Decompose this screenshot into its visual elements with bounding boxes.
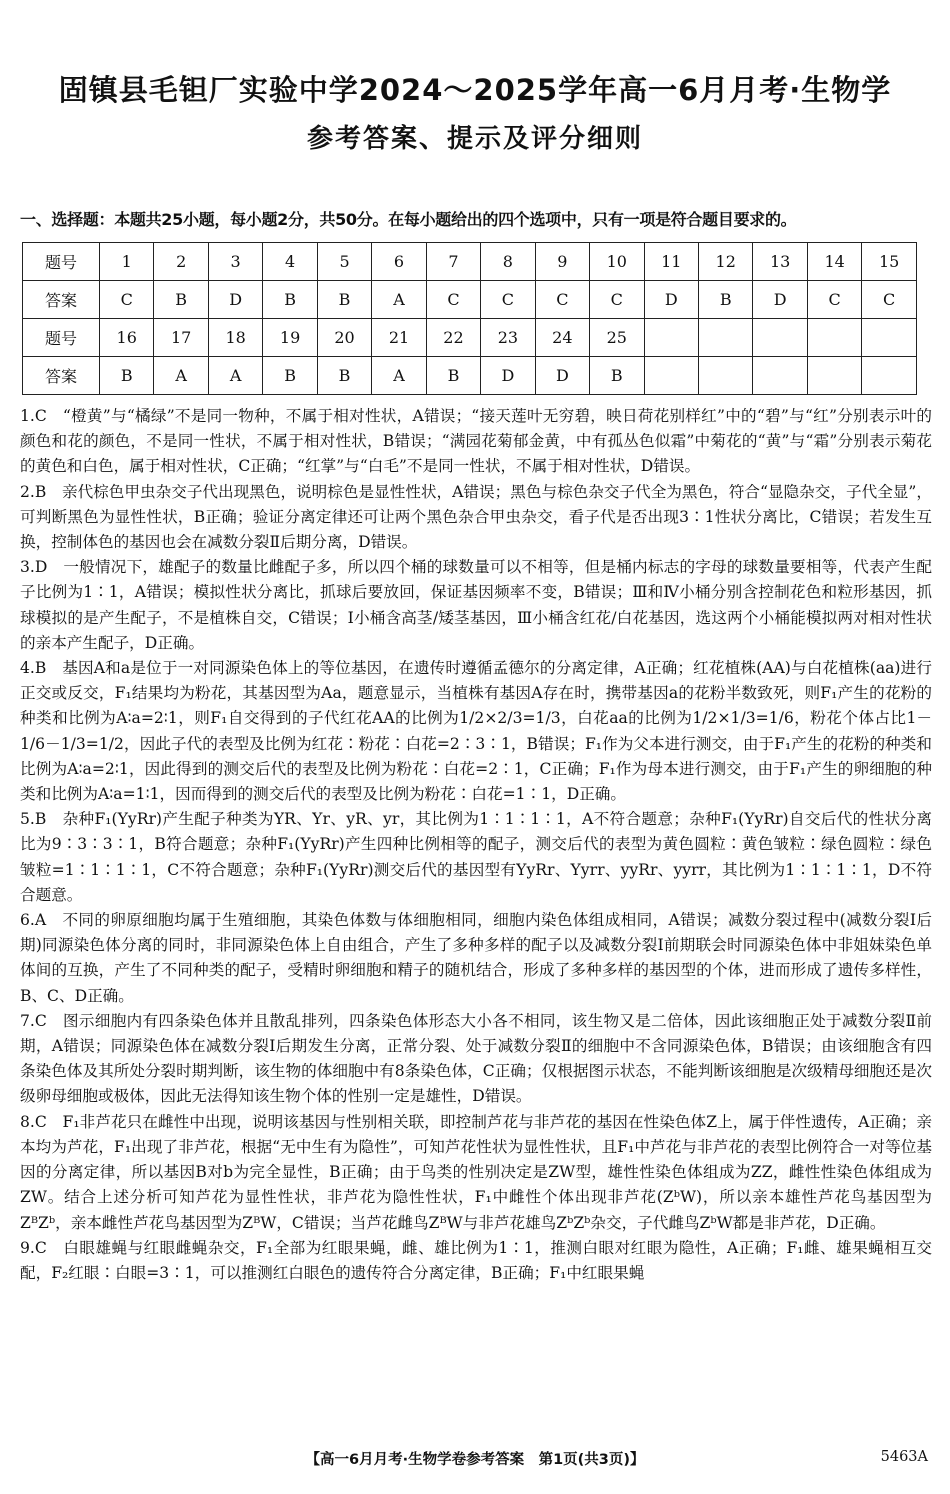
empty-cell — [753, 319, 807, 357]
answer-cell: B — [100, 357, 154, 395]
question-number: 9 — [535, 243, 589, 281]
page-title: 固镇县毛钽厂实验中学2024～2025学年高一6月月考·生物学 — [58, 73, 892, 107]
question-number: 3 — [208, 243, 262, 281]
empty-cell — [862, 357, 917, 395]
explanation-item: 6.A 不同的卵原细胞均属于生殖细胞，其染色体数与体细胞相同，细胞内染色体组成相同，A错误；减数分裂过程中(减数分裂Ⅰ后期)同源染色体分离的同时，非同源染色体上自由组合，产生了多种多样的配子以及减数分裂Ⅰ前期联会时同源染色体中非姐妹染色单体间的互换，产生了不同种类的配子，受精时卵细胞和精子的随机结合，形成了多种多样的基因型的个体，进而形成了遗传多样性，B、C、D正确。 — [20, 911, 932, 1005]
question-number: 11 — [644, 243, 698, 281]
question-number: 15 — [862, 243, 917, 281]
row-label: 答案 — [23, 281, 100, 319]
page-footer: 【高一6月月考·生物学卷参考答案 第1页(共3页)】 — [305, 1452, 645, 1468]
answer-cell: C — [100, 281, 154, 319]
question-number: 23 — [481, 319, 535, 357]
question-number: 6 — [372, 243, 426, 281]
answer-cell: B — [154, 281, 208, 319]
empty-cell — [698, 319, 752, 357]
answer-cell: D — [481, 357, 535, 395]
answer-cell: D — [644, 281, 698, 319]
row-label: 题号 — [23, 319, 100, 357]
question-number: 7 — [426, 243, 480, 281]
answer-cell: C — [590, 281, 644, 319]
question-number: 14 — [807, 243, 861, 281]
answer-cell: C — [862, 281, 917, 319]
empty-cell — [807, 319, 861, 357]
question-number: 25 — [590, 319, 644, 357]
page-subtitle: 参考答案、提示及评分细则 — [306, 124, 643, 154]
answer-cell: B — [263, 281, 317, 319]
answer-cell: C — [426, 281, 480, 319]
answer-cell: B — [590, 357, 644, 395]
document-code: 5463A — [880, 1449, 928, 1465]
question-number: 8 — [481, 243, 535, 281]
empty-cell — [644, 319, 698, 357]
answer-cell: B — [426, 357, 480, 395]
empty-cell — [644, 357, 698, 395]
answer-cell: A — [208, 357, 262, 395]
explanations — [20, 404, 932, 1286]
explanation-item: 8.C F₁非芦花只在雌性中出现，说明该基因与性别相关联，即控制芦花与非芦花的基因在性染色体Z上，属于伴性遗传，A正确；亲本均为芦花，F₁出现了非芦花，根据“无中生有为隐性”，可知芦花性状为显性性状，且F₁中芦花与非芦花的表型比例符合一对等位基因的分离定律，所以基因B对b为完全显性，B正确；由于鸟类的性别决定是ZW型，雄性性染色体组成为ZZ，雌性性染色体组成为ZW。结合上述分析可知芦花为显性性状，非芦花为隐性性状，F₁中雌性个体出现非芦花(ZᵇW)，所以亲本雄性芦花鸟基因型为ZᴮZᵇ，亲本雌性芦花鸟基因型为ZᴮW，C错误；当芦花雌鸟ZᴮW与非芦花雄鸟ZᵇZᵇ杂交，子代雌鸟ZᵇW都是非芦花，D正确。 — [20, 1112, 932, 1232]
explanation-item: 9.C 白眼雄蝇与红眼雌蝇杂交，F₁全部为红眼果蝇，雌、雄比例为1∶1，推测白眼对红眼为隐性，A正确；F₁雌、雄果蝇相互交配，F₂红眼∶白眼=3∶1，可以推测红白眼色的遗传符合分离定律，B正确；F₁中红眼果蝇 — [20, 1238, 932, 1282]
question-number: 16 — [100, 319, 154, 357]
explanation-item: 1.C “橙黄”与“橘绿”不是同一物种，不属于相对性状，A错误；“接天莲叶无穷碧，映日荷花别样红”中的“碧”与“红”分别表示叶的颜色和花的颜色，不是同一性状，不属于相对性状，B错误；“满园花菊郁金黄，中有孤丛色似霜”中菊花的“黄”与“霜”分别表示菊花的黄色和白色，属于相对性状，C正确；“红掌”与“白毛”不是同一性状，不属于相对性状，D错误。 — [20, 407, 932, 476]
question-number: 19 — [263, 319, 317, 357]
answer-cell: D — [208, 281, 262, 319]
question-number: 24 — [535, 319, 589, 357]
answer-cell: C — [535, 281, 589, 319]
question-number: 17 — [154, 319, 208, 357]
answer-cell: B — [317, 281, 371, 319]
empty-cell — [862, 319, 917, 357]
answer-cell: D — [753, 281, 807, 319]
question-number: 20 — [317, 319, 371, 357]
answer-cell: B — [263, 357, 317, 395]
question-number: 21 — [372, 319, 426, 357]
empty-cell — [698, 357, 752, 395]
explanation-item: 7.C 图示细胞内有四条染色体并且散乱排列，四条染色体形态大小各不相同，该生物又是二倍体，因此该细胞正处于减数分裂Ⅱ前期，A错误；同源染色体在减数分裂Ⅰ后期发生分离，正常分裂、处于减数分裂Ⅱ的细胞中不含同源染色体，B错误；由该细胞含有四条染色体及其所处分裂时期判断，该生物的体细胞中有8条染色体，C正确；仅根据图示状态，不能判断该细胞是次级精母细胞还是次级卵母细胞或极体，因此无法得知该生物个体的性别一定是雄性，D错误。 — [20, 1011, 932, 1106]
question-number: 1 — [100, 243, 154, 281]
answer-cell: B — [317, 357, 371, 395]
explanation-item: 4.B 基因A和a是位于一对同源染色体上的等位基因，在遗传时遵循孟德尔的分离定律，A正确；红花植株(AA)与白花植株(aa)进行正交或反交，F₁结果均为粉花，其基因型为Aa，题意显示，当植株有基因A存在时，携带基因a的花粉半数致死，则F₁产生的花粉的种类和比例为A∶a=2∶1，则F₁自交得到的子代红花AA的比例为1/2×2/3=1/3，白花aa的比例为1/2×1/3=1/6，粉花个体占比1－1/6－1/3=1/2，因此子代的表型及比例为红花∶粉花∶白花=2∶3∶1，B错误；F₁作为父本进行测交，由于F₁产生的花粉的种类和比例为A∶a=2∶1，因此得到的测交后代的表型及比例为粉花∶白花=2∶1，C正确；F₁作为母本进行测交，由于F₁产生的卵细胞的种类和比例为A∶a=1∶1，因而得到的测交后代的表型及比例为粉花∶白花=1∶1，D正确。 — [20, 659, 932, 804]
answer-table — [22, 242, 917, 395]
question-number: 22 — [426, 319, 480, 357]
table-row-numbers-1 — [23, 243, 917, 281]
row-label: 题号 — [23, 243, 100, 281]
explanation-item: 2.B 亲代棕色甲虫杂交子代出现黑色，说明棕色是显性性状，A错误；黑色与棕色杂交子代全为黑色，符合“显隐杂交，子代全显”，可判断黑色为显性性状，B正确；验证分离定律还可让两个黑色杂合甲虫杂交，看子代是否出现3∶1性状分离比，C错误；若发生互换，控制体色的基因也会在减数分裂Ⅱ后期分离，D错误。 — [20, 482, 932, 552]
row-label: 答案 — [23, 357, 100, 395]
table-row-answers-2 — [23, 357, 917, 395]
question-number: 13 — [753, 243, 807, 281]
explanation-item: 3.D 一般情况下，雄配子的数量比雌配子多，所以四个桶的球数量可以不相等，但是桶内标志的字母的球数量要相等，代表产生配子比例为1∶1，A错误；模拟性状分离比，抓球后要放回，保证基因频率不变，B错误；Ⅲ和Ⅳ小桶分别含控制花色和粒形基因，抓球模拟的是产生配子，不是植株自交，C错误；Ⅰ小桶含高茎/矮茎基因，Ⅲ小桶含红花/白花基因，选这两个小桶能模拟两对相对性状的亲本产生配子，D正确。 — [20, 558, 932, 652]
answer-cell: A — [154, 357, 208, 395]
question-number: 10 — [590, 243, 644, 281]
answer-cell: C — [807, 281, 861, 319]
question-number: 5 — [317, 243, 371, 281]
answer-cell: C — [481, 281, 535, 319]
table-row-answers-1 — [23, 281, 917, 319]
answer-cell: B — [698, 281, 752, 319]
section-heading: 一、选择题：本题共25小题，每小题2分，共50分。在每小题给出的四个选项中，只有一项是符合题目要求的。 — [20, 210, 797, 229]
empty-cell — [753, 357, 807, 395]
question-number: 2 — [154, 243, 208, 281]
question-number: 12 — [698, 243, 752, 281]
question-number: 18 — [208, 319, 262, 357]
answer-cell: A — [372, 357, 426, 395]
table-row-numbers-2 — [23, 319, 917, 357]
question-number: 4 — [263, 243, 317, 281]
answer-cell: D — [535, 357, 589, 395]
explanation-item: 5.B 杂种F₁(YyRr)产生配子种类为YR、Yr、yR、yr，其比例为1∶1∶1∶1，A不符合题意；杂种F₁(YyRr)自交后代的性状分离比为9∶3∶3∶1，B符合题意；杂种F₁(YyRr)产生四种比例相等的配子，测交后代的表型为黄色圆粒∶黄色皱粒∶绿色圆粒∶绿色皱粒=1∶1∶1∶1，C不符合题意；杂种F₁(YyRr)测交后代的基因型有YyRr、Yyrr、yyRr、yyrr，其比例为1∶1∶1∶1，D不符合题意。 — [20, 810, 932, 904]
empty-cell — [807, 357, 861, 395]
answer-cell: A — [372, 281, 426, 319]
